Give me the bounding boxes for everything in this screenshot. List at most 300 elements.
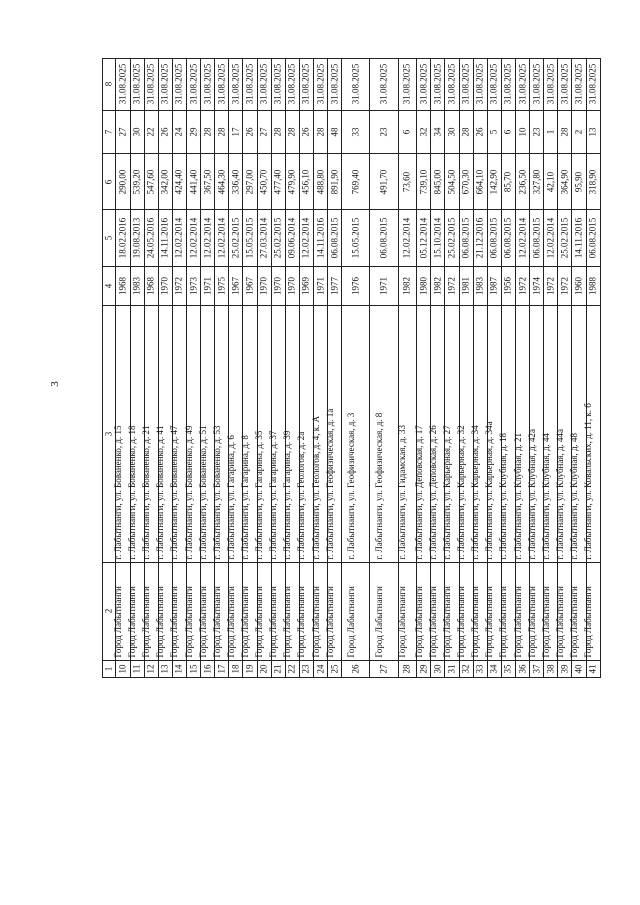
cell-deadline	[431, 59, 445, 111]
cell-number	[516, 660, 530, 677]
cell-text: 488,80	[315, 169, 326, 195]
cell-text: 1	[545, 129, 556, 135]
cell-number	[271, 660, 285, 677]
cell-text: 24	[315, 664, 326, 674]
cell-text: 31.08.2025	[173, 64, 184, 105]
cell-text: 31.08.2025	[329, 64, 340, 105]
cell-area	[398, 154, 417, 210]
cell-date	[172, 210, 186, 266]
cell-text: 13	[159, 664, 170, 674]
cell-text: Город Лабытнанги	[427, 585, 438, 658]
column-header-label: 7	[103, 129, 114, 135]
cell-text: 31.08.2025	[573, 64, 584, 105]
cell-text: г. Лабытнанги, ул. Гагарина, д. 35	[254, 430, 265, 560]
cell-year	[158, 266, 172, 305]
cell-text: 42,10	[545, 171, 556, 192]
cell-text: г. Лабытнанги, ул. Деповская, д. 17	[413, 425, 424, 560]
cell-text: 23	[300, 664, 311, 674]
cell-area	[158, 154, 172, 210]
cell-area	[229, 154, 243, 210]
cell-text: 29	[188, 127, 199, 137]
cell-text: 25	[329, 664, 340, 674]
cell-text: 1976	[350, 276, 361, 295]
cell-text: 24.05.2016	[145, 217, 156, 259]
cell-deadline	[473, 59, 487, 111]
cell-town	[583, 563, 600, 660]
cell-apartments	[243, 110, 257, 153]
cell-number	[586, 660, 600, 677]
column-year	[103, 266, 601, 305]
cell-date	[459, 210, 473, 266]
cell-area	[201, 154, 215, 210]
cell-text: 31.08.2025	[131, 64, 142, 105]
cell-town	[370, 563, 398, 660]
cell-text: 2	[573, 129, 584, 135]
cell-date	[487, 210, 501, 266]
cell-date	[285, 210, 299, 266]
cell-text: 6	[401, 129, 412, 135]
cell-deadline	[172, 59, 186, 111]
cell-year	[271, 266, 285, 305]
cell-text: г. Лабытнанги, ул. Карьерная, д. 34	[470, 425, 481, 560]
cell-text: 327,80	[531, 169, 542, 195]
cell-number	[370, 660, 398, 677]
cell-deadline	[144, 59, 158, 111]
cell-text: 40	[573, 664, 584, 674]
cell-text: 31	[446, 664, 457, 674]
cell-year	[201, 266, 215, 305]
cell-text: 1981	[460, 276, 471, 295]
cell-text: Город Лабытнанги	[540, 585, 551, 658]
cell-deadline	[158, 59, 172, 111]
cell-year	[313, 266, 327, 305]
cell-text: Город Лабытнанги	[442, 585, 453, 658]
cell-deadline	[243, 59, 257, 111]
cell-text: 367,50	[202, 169, 213, 195]
cell-area	[172, 154, 186, 210]
cell-text: 31.08.2025	[378, 64, 389, 105]
cell-date	[445, 210, 459, 266]
cell-apartments	[130, 110, 144, 153]
cell-text: 1970	[159, 276, 170, 295]
column-address	[103, 305, 601, 563]
cell-text: г. Лабытнанги, ул. Бованенко, д. 51	[197, 425, 208, 560]
cell-year	[445, 266, 459, 305]
cell-apartments	[299, 110, 313, 153]
cell-text: 441,40	[188, 169, 199, 195]
cell-text: Город Лабытнанги	[512, 585, 523, 658]
cell-apartments	[328, 110, 342, 153]
cell-text: Город Лабытнанги	[268, 585, 279, 658]
cell-date	[158, 210, 172, 266]
cell-text: 1971	[202, 276, 213, 295]
cell-deadline	[501, 59, 515, 111]
cell-text: г. Лабытнанги, ул. Клубная, д. 44	[540, 433, 551, 560]
cell-text: 16	[202, 664, 213, 674]
cell-text: 31.08.2025	[159, 64, 170, 105]
cell-text: 10	[517, 127, 528, 137]
cell-year	[243, 266, 257, 305]
cell-year	[398, 266, 417, 305]
cell-apartments	[144, 110, 158, 153]
cell-area	[431, 154, 445, 210]
cell-text: 1983	[474, 276, 485, 295]
cell-text: 1967	[244, 276, 255, 295]
cell-text: 297,00	[244, 169, 255, 195]
cell-year	[130, 266, 144, 305]
cell-area	[215, 154, 229, 210]
cell-number	[215, 660, 229, 677]
cell-text: Город Лабытнанги	[225, 585, 236, 658]
cell-text: 38	[545, 664, 556, 674]
cell-number	[530, 660, 544, 677]
cell-text: г. Лабытнанги, ул. Деповская, д. 26	[427, 425, 438, 560]
cell-text: 36	[517, 664, 528, 674]
cell-number	[130, 660, 144, 677]
cell-text: 06.08.2015	[460, 217, 471, 259]
column-header-area	[103, 154, 116, 210]
cell-date	[417, 210, 431, 266]
cell-number	[229, 660, 243, 677]
cell-date	[586, 210, 600, 266]
cell-number	[187, 660, 201, 677]
cell-text: Город Лабытнанги	[324, 585, 335, 658]
cell-text: 1977	[329, 276, 340, 295]
cell-text: 1975	[216, 276, 227, 295]
cell-area	[187, 154, 201, 210]
cell-text: 22	[145, 127, 156, 137]
cell-deadline	[459, 59, 473, 111]
cell-text: 31.08.2025	[474, 64, 485, 105]
column-header-label: 6	[103, 179, 114, 185]
cell-text: 14.11.2016	[159, 218, 170, 259]
cell-text: 424,40	[173, 169, 184, 195]
cell-area	[271, 154, 285, 210]
cell-text: Город Лабытнанги	[498, 585, 509, 658]
cell-apartments	[516, 110, 530, 153]
cell-number	[116, 660, 130, 677]
cell-text: 31.08.2025	[286, 64, 297, 105]
cell-text: 14.11.2016	[573, 218, 584, 259]
cell-number	[459, 660, 473, 677]
cell-year	[144, 266, 158, 305]
cell-year	[257, 266, 271, 305]
cell-year	[299, 266, 313, 305]
cell-text: 31.08.2025	[258, 64, 269, 105]
cell-area	[572, 154, 586, 210]
cell-text: 73,60	[401, 171, 412, 192]
column-header-deadline	[103, 59, 116, 111]
cell-text: 491,70	[378, 169, 389, 195]
cell-number	[445, 660, 459, 677]
cell-text: 12	[145, 664, 156, 674]
cell-text: 15.10.2014	[432, 217, 443, 259]
cell-text: г. Лабытнанги, ул. Гагарина, д. 8	[239, 435, 250, 560]
cell-deadline	[116, 59, 130, 111]
cell-text: 29	[418, 664, 429, 674]
cell-text: 31.08.2025	[272, 64, 283, 105]
cell-address	[342, 305, 370, 563]
cell-number	[417, 660, 431, 677]
cell-text: 6	[502, 129, 513, 135]
cell-text: 31.08.2025	[300, 64, 311, 105]
cell-text: 450,70	[258, 169, 269, 195]
cell-text: 664,10	[474, 169, 485, 195]
column-town	[103, 563, 601, 660]
cell-year	[215, 266, 229, 305]
cell-text: г. Лабытнанги, ул. Гагарина, д. 6	[225, 435, 236, 560]
cell-deadline	[530, 59, 544, 111]
cell-date	[431, 210, 445, 266]
cell-apartments	[487, 110, 501, 153]
cell-text: 31.08.2025	[188, 64, 199, 105]
cell-text: 30	[131, 127, 142, 137]
cell-deadline	[445, 59, 459, 111]
cell-text: 28	[559, 127, 570, 137]
column-header-date	[103, 210, 116, 266]
cell-apartments	[172, 110, 186, 153]
cell-text: 1967	[230, 276, 241, 295]
cell-area	[370, 154, 398, 210]
cell-text: 35	[502, 664, 513, 674]
cell-text: 26	[474, 127, 485, 137]
cell-apartments	[313, 110, 327, 153]
cell-text: 12.02.2014	[545, 217, 556, 259]
cell-text: 12.02.2014	[300, 217, 311, 259]
cell-area	[487, 154, 501, 210]
cell-text: 670,30	[460, 169, 471, 195]
cell-year	[172, 266, 186, 305]
cell-text: 23	[378, 127, 389, 137]
cell-text: 12.02.2014	[517, 217, 528, 259]
cell-text: Город Лабытнанги	[127, 585, 138, 658]
cell-date	[530, 210, 544, 266]
cell-text: 1971	[315, 276, 326, 295]
cell-text: 34	[432, 127, 443, 137]
cell-number	[501, 660, 515, 677]
cell-text: 30	[446, 127, 457, 137]
cell-text: 31.08.2025	[545, 64, 556, 105]
cell-year	[586, 266, 600, 305]
column-header-number	[103, 660, 116, 677]
cell-text: 142,90	[488, 169, 499, 195]
cell-number	[431, 660, 445, 677]
cell-text: 48	[329, 127, 340, 137]
cell-area	[299, 154, 313, 210]
cell-year	[116, 266, 130, 305]
cell-text: 1974	[531, 276, 542, 295]
cell-area	[459, 154, 473, 210]
cell-area	[473, 154, 487, 210]
cell-text: 31.08.2025	[117, 64, 128, 105]
cell-text: 1970	[272, 276, 283, 295]
cell-text: 26	[159, 127, 170, 137]
cell-apartments	[370, 110, 398, 153]
cell-apartments	[158, 110, 172, 153]
cell-text: 31.08.2025	[315, 64, 326, 105]
cell-deadline	[342, 59, 370, 111]
cell-number	[243, 660, 257, 677]
cell-text: Город Лабытнанги	[374, 585, 385, 658]
column-header-label: 1	[103, 666, 114, 672]
cell-text: 06.08.2015	[378, 217, 389, 259]
cell-text: г. Лабытнанги, ул. Геологов, д. 2а	[296, 432, 307, 560]
cell-text: г. Лабытнанги, ул. Карьерная, д. 32	[456, 425, 467, 560]
cell-text: 504,50	[446, 169, 457, 195]
cell-text: 19.08.2013	[131, 217, 142, 259]
cell-text: г. Лабытнанги, ул. Гидамская, д. 33	[397, 425, 408, 560]
cell-year	[187, 266, 201, 305]
cell-date	[116, 210, 130, 266]
cell-text: 1972	[545, 276, 556, 295]
cell-text: 05.12.2014	[418, 217, 429, 259]
cell-date	[398, 210, 417, 266]
cell-text: 1983	[131, 276, 142, 295]
cell-text: Город Лабытнанги	[554, 585, 565, 658]
cell-text: 1970	[258, 276, 269, 295]
cell-text: Город Лабытнанги	[113, 585, 123, 658]
cell-year	[516, 266, 530, 305]
cell-text: г. Лабытнанги, ул. Бованенко, д. 49	[183, 425, 194, 560]
cell-text: 739,10	[418, 169, 429, 195]
cell-text: г. Лабытнанги, ул. Геофизическая, д. 1а	[324, 408, 335, 560]
cell-text: Город Лабытнанги	[239, 585, 250, 658]
cell-text: 1988	[587, 276, 598, 295]
cell-date	[313, 210, 327, 266]
cell-text: г. Лабытнанги, ул. Клубная, д. 48	[569, 433, 580, 560]
cell-area	[586, 154, 600, 210]
column-header-label: 4	[103, 283, 114, 288]
cell-apartments	[201, 110, 215, 153]
cell-date	[271, 210, 285, 266]
cell-date	[328, 210, 342, 266]
cell-text: 20	[258, 664, 269, 674]
cell-date	[370, 210, 398, 266]
cell-area	[544, 154, 558, 210]
cell-text: 26	[300, 127, 311, 137]
cell-year	[459, 266, 473, 305]
cell-number	[487, 660, 501, 677]
cell-deadline	[187, 59, 201, 111]
cell-text: 1982	[432, 276, 443, 295]
cell-text: 15	[188, 664, 199, 674]
cell-year	[487, 266, 501, 305]
cell-year	[572, 266, 586, 305]
cell-date	[501, 210, 515, 266]
cell-apartments	[586, 110, 600, 153]
cell-text: 28	[460, 127, 471, 137]
cell-text: 1971	[378, 276, 389, 295]
cell-text: 1973	[188, 276, 199, 295]
cell-text: 06.08.2015	[329, 217, 340, 259]
cell-text: 26	[350, 664, 361, 674]
cell-year	[473, 266, 487, 305]
cell-date	[558, 210, 572, 266]
cell-year	[501, 266, 515, 305]
cell-text: 5	[488, 129, 499, 135]
cell-text: 31.08.2025	[230, 64, 241, 105]
cell-deadline	[271, 59, 285, 111]
cell-area	[144, 154, 158, 210]
cell-text: 479,90	[286, 169, 297, 195]
cell-text: Город Лабытнанги	[282, 585, 293, 658]
cell-deadline	[417, 59, 431, 111]
column-date	[103, 210, 601, 266]
cell-text: г. Лабытнанги, ул. Клубная, д. 18	[498, 433, 509, 560]
cell-deadline	[398, 59, 417, 111]
cell-text: Город Лабытнанги	[413, 585, 424, 658]
cell-area	[328, 154, 342, 210]
cell-year	[417, 266, 431, 305]
cell-deadline	[544, 59, 558, 111]
cell-year	[431, 266, 445, 305]
column-apartments	[103, 110, 601, 153]
cell-apartments	[501, 110, 515, 153]
cell-apartments	[473, 110, 487, 153]
cell-text: 12.02.2014	[401, 217, 412, 259]
cell-text: 31.08.2025	[244, 64, 255, 105]
cell-deadline	[313, 59, 327, 111]
cell-apartments	[530, 110, 544, 153]
cell-text: 17	[230, 127, 241, 137]
cell-text: 31.08.2025	[460, 64, 471, 105]
cell-number	[398, 660, 417, 677]
cell-text: 1956	[502, 276, 513, 295]
cell-text: 26	[244, 127, 255, 137]
cell-text: 31.08.2025	[502, 64, 513, 105]
cell-apartments	[257, 110, 271, 153]
cell-text: 31.08.2025	[350, 64, 361, 105]
cell-area	[501, 154, 515, 210]
cell-text: 13	[587, 127, 598, 137]
cell-text: Город Лабытнанги	[345, 585, 356, 658]
cell-text: Город Лабытнанги	[141, 585, 152, 658]
cell-text: 891,90	[329, 169, 340, 195]
cell-text: 23	[531, 127, 542, 137]
cell-text: 31.08.2025	[202, 64, 213, 105]
cell-number	[172, 660, 186, 677]
column-header-label: 5	[103, 235, 114, 241]
cell-number	[544, 660, 558, 677]
cell-text: 456,10	[300, 169, 311, 195]
cell-text: 28	[401, 664, 412, 674]
cell-text: г. Лабытнанги, ул. Гагарина, д. 39	[282, 430, 293, 560]
cell-number	[257, 660, 271, 677]
cell-area	[313, 154, 327, 210]
cell-text: 15.05.2015	[244, 217, 255, 259]
cell-text: 1969	[300, 276, 311, 295]
cell-text: 22	[286, 664, 297, 674]
cell-deadline	[299, 59, 313, 111]
cell-text: 18	[230, 664, 241, 674]
cell-text: 364,90	[559, 169, 570, 195]
cell-text: 06.08.2015	[531, 217, 542, 259]
cell-text: Город Лабытнанги	[526, 585, 537, 658]
cell-number	[313, 660, 327, 677]
cell-text: г. Лабытнанги, ул. Клубная, д. 42а	[526, 429, 537, 560]
cell-text: 33	[474, 664, 485, 674]
cell-text: г. Лабытнанги, ул. Гагарина, д. 37	[268, 430, 279, 560]
cell-area	[530, 154, 544, 210]
cell-area	[417, 154, 431, 210]
cell-text: 236,50	[517, 169, 528, 195]
cell-text: 21	[272, 664, 283, 674]
cell-number	[158, 660, 172, 677]
cell-text: 31.08.2025	[517, 64, 528, 105]
cell-text: 28	[202, 127, 213, 137]
cell-date	[257, 210, 271, 266]
cell-text: 1972	[446, 276, 457, 295]
